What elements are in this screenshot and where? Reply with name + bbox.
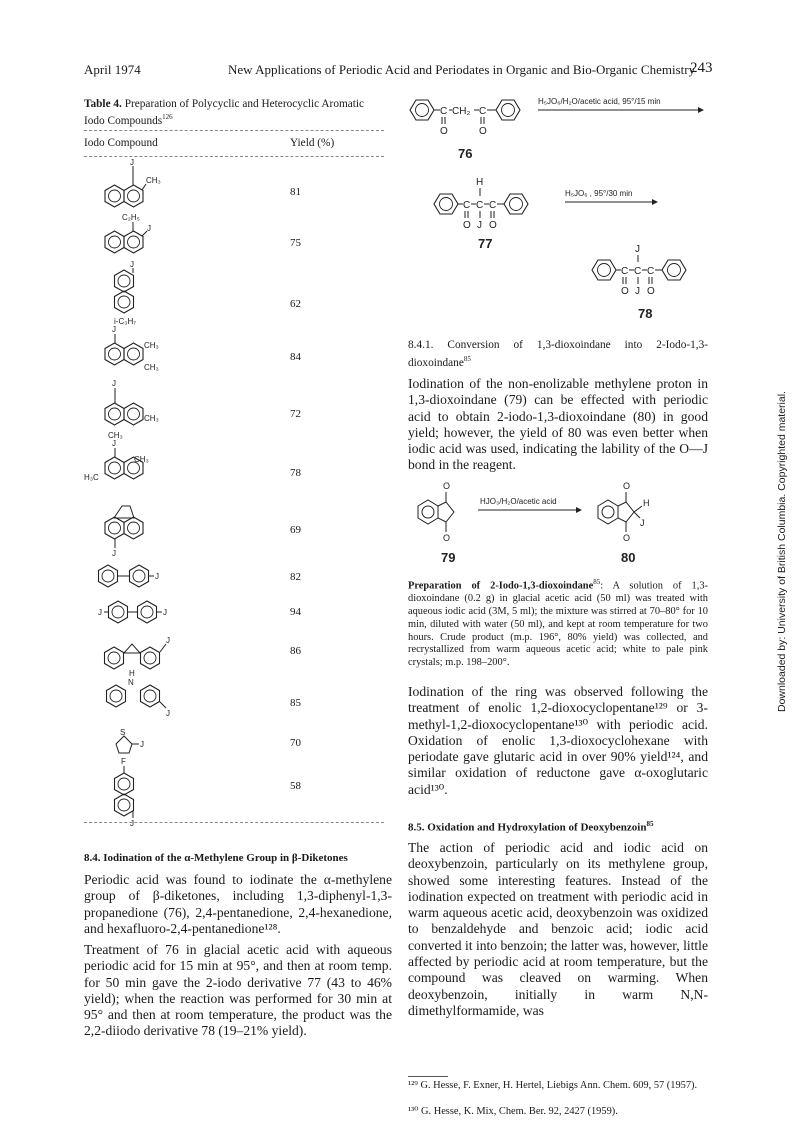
preparation-ref: 85 — [593, 578, 601, 586]
s77-j: J — [477, 220, 482, 231]
running-date: April 1974 — [84, 62, 141, 77]
section-8-4-1-ref: 85 — [463, 355, 471, 363]
yield-row-12: 70 — [290, 737, 301, 749]
row6-h3c: H₃C — [84, 473, 99, 482]
row5-ch3a: CH₃ — [144, 414, 159, 423]
section-8-4-para2: Treatment of 76 in glacial acetic acid with aqueous periodic acid for 15 min at 95°, and then at room temp. for 50 min gave the 2-iodo derivative 77 (43 to 46% yield); when the reaction was performed for 30 min at 95° and then at room temperature, the product was the 2,2-diiodo derivative 78 (19–21% yield). — [84, 942, 392, 1039]
yield-row-6: 78 — [290, 467, 301, 479]
yield-row-1: 81 — [290, 186, 301, 198]
preparation-text: A solution of 1,3-dioxoindane (0.2 g) in glacial acetic acid (50 ml) was treated with aqueous iodic acid (3M, 5 ml); the mixture was stirred at 70–80° for 10 min, diluted with water (50 ml), and kept at room temperature for two hours. Crude product (m.p. 196°, 80% yield) was collected, and recrystallized from warm aqueous acetic acid; white to pale pink crystals; m.p. 198–200°. — [408, 580, 708, 669]
compound-78: 78 — [638, 306, 653, 321]
section-8-5-para: The action of periodic acid and iodic acid on deoxybenzoin, particularly on its methylene group, showed some interesting features. Instead of the iodination expected on treatment with periodic acid in warm aqueous acetic acid, deoxybenzoin was oxidized to benzaldehyde and benzoic acid; iodic acid converted it into benzoin; the latter was, however, little affected by periodic acid at room temperature, but the compound was cleaved on warming. When deoxybenzoin, initially in warm N,N-dimethylformamide, was — [408, 840, 708, 1018]
row5-ch3b: CH₃ — [108, 431, 123, 440]
row3-ic3h7: i-C₃H₇ — [114, 317, 137, 326]
page-number: 243 — [690, 60, 713, 76]
table-label: Table 4. — [84, 98, 122, 110]
s76-o2: O — [479, 126, 487, 137]
yield-row-7: 69 — [290, 524, 301, 536]
reagent-1: H₅JO₆/H₂O/acetic acid, 95°/15 min — [538, 97, 661, 106]
s77-o2: O — [489, 220, 497, 231]
row6-j: J — [112, 439, 116, 448]
s77-c3: C — [489, 200, 497, 211]
s76-c2: C — [479, 106, 487, 117]
reaction-scheme-79-80 — [408, 478, 708, 570]
s79-o2: O — [443, 533, 451, 543]
footnote-rule — [408, 1076, 448, 1077]
s78-j-bottom: J — [635, 286, 640, 297]
col-yield: Yield (%) — [290, 137, 335, 149]
download-watermark: Downloaded by: University of British Columbia. Copyrighted material. — [776, 391, 788, 712]
s78-o2: O — [647, 286, 655, 297]
running-title: New Applications of Periodic Acid and Periodates in Organic and Bio-Organic Chemistry — [228, 62, 696, 77]
row1-ch3: CH₃ — [146, 176, 161, 185]
s78-c2: C — [634, 266, 642, 277]
footnote-129: ¹²⁹ G. Hesse, F. Exner, H. Hertel, Liebigs Ann. Chem. 609, 57 (1957). — [408, 1080, 698, 1091]
row7-j: J — [112, 549, 116, 558]
section-8-5-heading-block — [408, 820, 708, 834]
row3-j: J — [130, 260, 134, 269]
s77-o1: O — [463, 220, 471, 231]
s76-ch2: CH₂ — [452, 106, 471, 117]
section-8-5-ref: 85 — [646, 820, 654, 828]
s78-c3: C — [647, 266, 655, 277]
s80-j: J — [640, 518, 645, 528]
yield-row-11: 85 — [290, 697, 301, 709]
col-iodo-compound: Iodo Compound — [84, 137, 158, 149]
s78-c1: C — [621, 266, 629, 277]
table-caption-text: Preparation of Polycyclic and Heterocyclic Aromatic Iodo Compounds — [84, 98, 365, 127]
row2-c2h5: C₂H₅ — [122, 213, 140, 222]
row13-j: J — [130, 819, 134, 826]
row9-j2: J — [163, 608, 167, 617]
preparation-block: Preparation of 2-Iodo-1,3-dioxoindane$^{85}$: A solution of 1,3-dioxoindane (0.2 g) in glacial acetic acid (50 ml) was treated with aqueous iodic acid (3M, 5 ml); the mixture was stirred at 70–80° for 10 min, diluted with water (50 ml), and kept at room temperature for two hours. Crude product (m.p. 196°, 80% yield) was collected, and recrystallized from warm aqueous acetic acid; white to pale pink crystals; m.p. 198–200°. — [408, 578, 708, 669]
yield-row-2: 75 — [290, 237, 301, 249]
section-8-4-1-title: 8.4.1. Conversion of 1,3-dioxoindane into 2-Iodo-1,3-dioxoindane — [408, 339, 708, 369]
s80-h: H — [643, 498, 650, 508]
yield-row-13: 58 — [290, 780, 301, 792]
row12-j: J — [140, 740, 144, 749]
row11-j: J — [166, 709, 170, 718]
table-caption — [84, 98, 384, 128]
yield-row-4: 84 — [290, 351, 301, 363]
s79-o1: O — [443, 481, 451, 491]
section-8-4-heading: 8.4. Iodination of the α-Methylene Group in β-Diketones — [84, 852, 348, 864]
section-8-4-para1: Periodic acid was found to iodinate the α-methylene group of β-diketones, including 1,3-diphenyl-1,3-propanedione (76), 2,4-pentanedione, 2,4-hexanedione, and hexafluoro-2,4-pentanedione¹²⁸. — [84, 872, 392, 936]
yield-row-9: 94 — [290, 606, 301, 618]
yield-row-5: 72 — [290, 408, 301, 420]
row9-j1: J — [98, 608, 102, 617]
enolic-para: Iodination of the ring was observed following the treatment of enolic 1,2-dioxocyclopentane¹²⁹ or 3-methyl-1,2-dioxocyclopentane¹³⁰ with periodic acid. Oxidation of enolic 1,3-dioxocyclohexane with periodate gave glutaric acid in over 90% yield¹²⁴, and similar oxidation of reductone gave α-oxoglutaric acid¹³⁰. — [408, 684, 708, 797]
row10-j: J — [166, 636, 170, 645]
s76-o1: O — [440, 126, 448, 137]
table-structures — [84, 156, 284, 826]
reagent-79-80: HJO₃/H₂O/acetic acid — [480, 497, 557, 506]
table-bottom-rule — [84, 822, 384, 823]
s80-o2: O — [623, 533, 631, 543]
s80-o1: O — [623, 481, 631, 491]
row4-j: J — [112, 325, 116, 334]
s78-o1: O — [621, 286, 629, 297]
s77-c2: C — [476, 200, 484, 211]
row5-j: J — [112, 379, 116, 388]
section-8-5-heading: 8.5. Oxidation and Hydroxylation of Deoxybenzoin — [408, 821, 647, 834]
row13-f: F — [121, 757, 126, 766]
section-8-4-1-para: Iodination of the non-enolizable methylene proton in 1,3-dioxoindane (79) can be effected with periodic acid to obtain 2-iodo-1,3-dioxoindane (80) in good yield; however, the yield of 80 was even better when iodic acid was used, indicating the lability of the O—J bond in the reagent. — [408, 376, 708, 473]
row2-j: J — [147, 224, 151, 233]
row11-h: H — [129, 669, 135, 678]
table-top-rule — [84, 130, 384, 131]
row4-ch3a: CH₃ — [144, 341, 159, 350]
compound-80: 80 — [621, 550, 636, 565]
s77-h: H — [476, 177, 484, 188]
yield-row-8: 82 — [290, 571, 301, 583]
footnote-130: ¹³⁰ G. Hesse, K. Mix, Chem. Ber. 92, 2427 (1959). — [408, 1106, 618, 1117]
row11-n: N — [128, 678, 134, 687]
row6-ch3: CH₃ — [134, 455, 149, 464]
table-caption-ref: 126 — [162, 113, 173, 121]
section-8-4-1-heading — [408, 338, 708, 370]
preparation-heading: Preparation of 2-Iodo-1,3-dioxoindane — [408, 580, 594, 592]
compound-76: 76 — [458, 146, 473, 161]
compound-77: 77 — [478, 236, 493, 251]
reaction-scheme-76-78 — [408, 88, 708, 328]
download-watermark-anchor — [776, 391, 788, 724]
row1-j: J — [130, 158, 134, 167]
row8-j: J — [155, 572, 159, 581]
s78-j-top: J — [635, 244, 640, 255]
s77-c1: C — [463, 200, 471, 211]
reagent-2: H₅JO₆ , 95°/30 min — [565, 189, 633, 198]
row4-ch3b: CH₃ — [144, 363, 159, 372]
compound-79: 79 — [441, 550, 456, 565]
yield-row-3: 62 — [290, 298, 301, 310]
row12-s: S — [120, 728, 126, 737]
s76-c1: C — [440, 106, 448, 117]
yield-row-10: 86 — [290, 645, 301, 657]
